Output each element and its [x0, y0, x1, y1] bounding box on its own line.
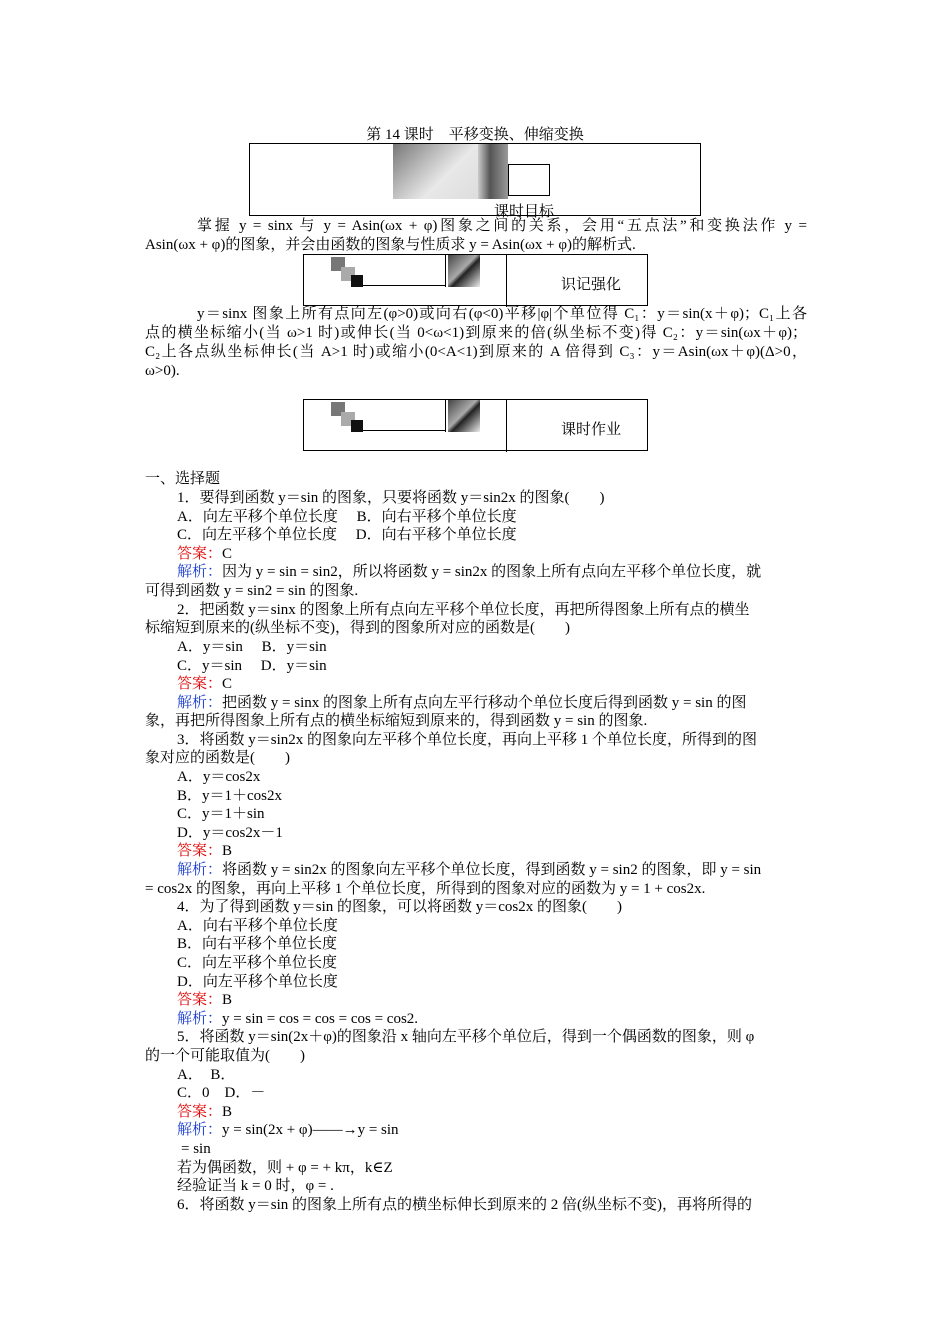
q1-explanation-1 [177, 563, 807, 582]
banner-line [363, 430, 445, 431]
banner-line [363, 285, 445, 286]
explanation-text: 把函数 y = sinx 的图象上所有点向左平行移动个单位长度后得到函数 y = sin 的图 [222, 695, 747, 711]
answer-value: C [222, 546, 233, 562]
explanation-label: 解析： [177, 1011, 223, 1027]
memory-line-2: 点的横坐标缩小(当 ω>1 时)或伸长(当 0<ω<1)到原来的倍(纵坐标不变)得 C₂：y＝sin(ωx＋φ)； [145, 325, 807, 341]
q3-option-b: B．y＝1＋cos2x [177, 788, 283, 804]
q4-option-a: A．向右平移个单位长度 [177, 918, 338, 934]
q4-stem: 4．为了得到函数 y＝sin 的图象，可以将函数 y＝cos2x 的图象( ) [177, 899, 622, 915]
banner-graphic [393, 144, 478, 199]
objective-label: 课时目标 [494, 203, 555, 220]
homework-banner [303, 399, 648, 451]
q5-answer [177, 1103, 807, 1122]
q3-explanation-2: = cos2x 的图象，再向上平移 1 个单位长度，所得到的图象对应的函数为 y = 1 + cos2x. [145, 881, 706, 897]
q1-explanation-2: 可得到函数 y = sin2 = sin 的图象. [145, 583, 359, 599]
q6-stem-1: 6．将函数 y＝sin 的图象上所有点的横坐标伸长到原来的 2 倍(纵坐标不变)，再将所得的 [177, 1197, 752, 1213]
objective-banner [249, 143, 701, 220]
q5-options-ab: A． B． [177, 1067, 236, 1083]
page-title: 第 14 课时 平移变换、伸缩变换 [366, 127, 584, 143]
explanation-label: 解析： [177, 695, 223, 711]
objective-line-1: 掌握 y = sinx 与 y = Asin(ωx + φ)图象之间的关系，会用“五点法”和变换法作 y = [197, 218, 807, 234]
memory-line-3: C₂上各点纵坐标伸长(当 A>1 时)或缩小(0<A<1)到原来的 A 倍得到 C₃：y＝Asin(ωx＋φ)(Δ>0， [145, 344, 807, 360]
q2-stem-1: 2．把函数 y＝sinx 的图象上所有点向左平移个单位长度，再把所得图象上所有点的横坐 [177, 602, 750, 618]
q5-explanation-1 [177, 1121, 807, 1140]
q3-option-d: D．y＝cos2x－1 [177, 825, 283, 841]
answer-label: 答案： [177, 992, 223, 1008]
memory-line-4: ω>0). [145, 363, 180, 379]
q2-options-ab: A．y＝sin B．y＝sin [177, 639, 327, 655]
q3-answer [177, 842, 807, 861]
explanation-text: 将函数 y = sin2x 的图象向左平移个单位长度，得到函数 y = sin2 的图象，即 y = sin [222, 862, 762, 878]
banner-graphic [448, 400, 480, 432]
q5-stem-2: 的一个可能取值为( ) [145, 1048, 305, 1064]
banner-divider [506, 400, 507, 452]
q3-option-c: C．y＝1＋sin [177, 806, 265, 822]
banner-graphic-box [508, 164, 550, 196]
q4-option-c: C．向左平移个单位长度 [177, 955, 338, 971]
q3-stem-1: 3．将函数 y＝sin2x 的图象向左平移个单位长度，再向上平移 1 个单位长度，所得到的图 [177, 732, 758, 748]
answer-value: B [222, 992, 233, 1008]
q4-explanation-1 [177, 1010, 807, 1029]
section-heading: 一、选择题 [145, 471, 221, 487]
q5-explanation-4: 经验证当 k = 0 时，φ = . [177, 1178, 334, 1194]
explanation-label: 解析： [177, 1122, 223, 1138]
objective-line-2: Asin(ωx + φ)的图象，并会由函数的图象与性质求 y = Asin(ωx + φ)的解析式. [145, 237, 636, 253]
q2-explanation-2: 象，再把所得图象上所有点的横坐标缩短到原来的，得到函数 y = sin 的图象. [145, 713, 648, 729]
answer-value: B [222, 843, 233, 859]
explanation-text: 因为 y = sin = sin2，所以将函数 y = sin2x 的图象上所有点向左平移个单位长度，就 [222, 564, 762, 580]
memory-banner [303, 254, 648, 306]
q3-explanation-1 [177, 861, 807, 880]
q2-answer [177, 675, 807, 694]
q5-stem-1: 5．将函数 y＝sin(2x＋φ)的图象沿 x 轴向左平移个单位后，得到一个偶函数的图象，则 φ [177, 1029, 755, 1045]
answer-value: B [222, 1104, 233, 1120]
memory-line-1: y＝sinx 图象上所有点向左(φ>0)或向右(φ<0)平移|φ|个单位得 C₁：y＝sin(x＋φ)；C₁上各 [197, 306, 807, 322]
q2-explanation-1 [177, 694, 807, 713]
banner-divider [506, 255, 507, 307]
explanation-label: 解析： [177, 862, 223, 878]
answer-value: C [222, 676, 233, 692]
banner-graphic [448, 255, 480, 287]
banner-square [351, 420, 363, 432]
answer-label: 答案： [177, 676, 223, 692]
banner-divider [445, 255, 446, 287]
banner-divider [445, 400, 446, 432]
memory-label: 识记强化 [561, 276, 622, 293]
q1-answer [177, 545, 807, 564]
q5-explanation-2: = sin [181, 1141, 211, 1157]
q5-options-cd: C．0 D．－ [177, 1085, 266, 1101]
q2-options-cd: C．y＝sin D．y＝sin [177, 658, 327, 674]
explanation-label: 解析： [177, 564, 223, 580]
q1-options-cd: C．向左平移个单位长度 D．向右平移个单位长度 [177, 527, 517, 543]
q4-option-b: B．向右平移个单位长度 [177, 936, 338, 952]
q5-explanation-3: 若为偶函数，则 + φ = + kπ，k∈Z [177, 1160, 393, 1176]
explanation-text: y = sin = cos = cos = cos = cos2. [222, 1011, 419, 1027]
q3-option-a: A．y＝cos2x [177, 769, 261, 785]
q3-stem-2: 象对应的函数是( ) [145, 750, 290, 766]
answer-label: 答案： [177, 546, 223, 562]
q1-options-ab: A．向左平移个单位长度 B．向右平移个单位长度 [177, 509, 517, 525]
answer-label: 答案： [177, 843, 223, 859]
banner-graphic-bar [478, 144, 508, 199]
q4-answer [177, 991, 807, 1010]
q4-option-d: D．向左平移个单位长度 [177, 974, 338, 990]
explanation-text: y = sin(2x + φ)——→y = sin [222, 1122, 399, 1138]
q2-stem-2: 标缩短到原来的(纵坐标不变)，得到的图象所对应的函数是( ) [145, 620, 570, 636]
q1-stem: 1．要得到函数 y＝sin 的图象，只要将函数 y＝sin2x 的图象( ) [177, 490, 605, 506]
banner-square [351, 275, 363, 287]
answer-label: 答案： [177, 1104, 223, 1120]
homework-label: 课时作业 [561, 421, 622, 438]
